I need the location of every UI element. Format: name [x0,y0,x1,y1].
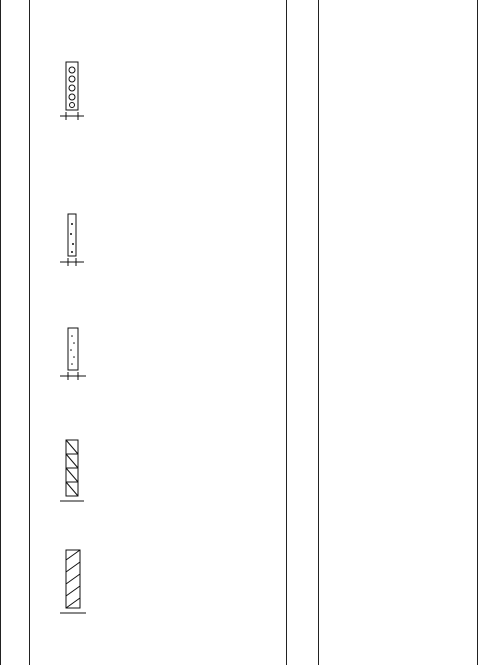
col-line [29,0,30,665]
aerated-block-figure [58,212,88,270]
group-label [2,192,26,312]
col-line [477,0,478,665]
col-line [0,0,1,665]
hollow-brick-figure [58,438,88,506]
col-line [286,0,287,665]
hollow-slab-figure [58,60,88,124]
silicate-block-figure [58,326,88,384]
group-label [2,524,26,664]
group-label [2,18,26,188]
group-label [2,420,26,520]
group-label [2,316,26,416]
brick-wall-figure [58,548,88,618]
col-line [318,0,319,665]
